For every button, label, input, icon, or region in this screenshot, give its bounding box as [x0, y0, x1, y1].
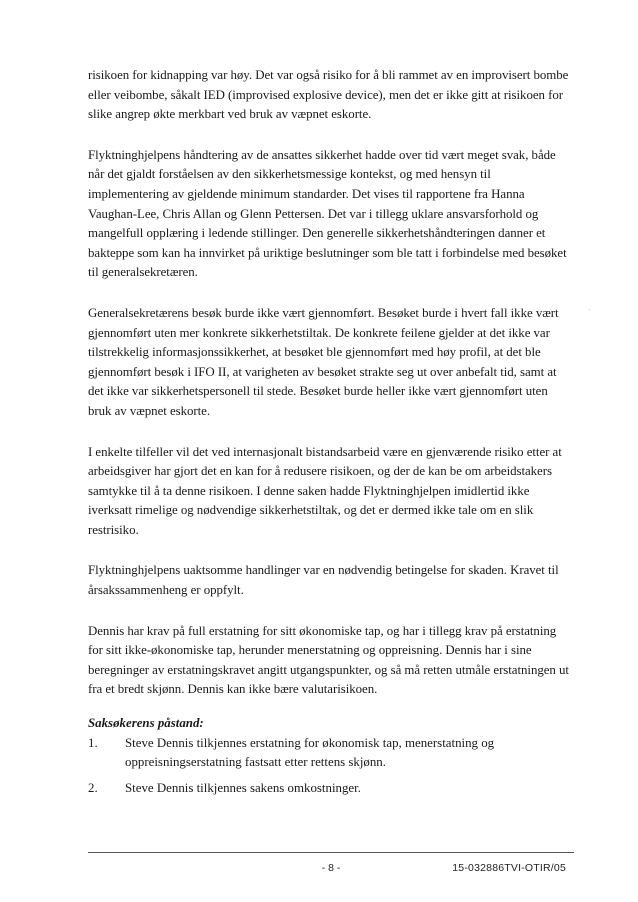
claim-item — [88, 734, 574, 773]
claim-number: 1. — [88, 735, 98, 750]
page-footer — [88, 862, 574, 878]
claim-item — [88, 779, 574, 799]
footer-divider — [88, 852, 574, 853]
claim-number: 2. — [88, 780, 98, 795]
scan-speck — [589, 309, 590, 310]
case-number: 15-032886TVI-OTIR/05 — [452, 862, 566, 874]
claim-text: Steve Dennis tilkjennes erstatning for økonomisk tap, menerstatning og oppreisningserstatning fastsatt etter rettens skjønn. — [125, 735, 495, 770]
claims-heading: Saksøkerens påstand: — [88, 716, 204, 731]
document-body — [88, 66, 574, 804]
paragraph-compensation: Dennis har krav på full erstatning for sitt økonomiske tap, og har i tillegg krav på erstatning for sitt ikke-økonomiske tap, herunder menerstatning og oppreisning. Dennis har i sine beregninger av erstatningskravet angitt utgangspunkter, og så må retten utmåle erstatningen ut fra et bredt skjønn. Dennis kan ikke bære valutarisikoen. — [88, 623, 569, 697]
page-number: - 8 - — [321, 862, 341, 874]
paragraph-residual-risk: I enkelte tilfeller vil det ved internasjonalt bistandsarbeid være en gjenværende risiko etter at arbeidsgiver har gjort det en kan for å redusere risikoen, og der de kan be om arbeidstakers samtykke til å ta denne risikoen. I denne saken hadde Flyktninghjelpen imidlertid ikke iverksatt rimelige og nødvendige sikkerhetstiltak, og det er dermed ikke tale om en slik restrisiko. — [88, 444, 562, 537]
claim-text: Steve Dennis tilkjennes sakens omkostninger. — [125, 780, 361, 795]
paragraph-risk-kidnapping: risikoen for kidnapping var høy. Det var også risiko for å bli rammet av en improvisert bombe eller veibombe, såkalt IED (improvised explosive device), men det er ikke gitt at risikoen for slike angrep økte merkbart ved bruk av væpnet eskorte. — [88, 68, 569, 122]
paragraph-security-handling: Flyktninghjelpens håndtering av de ansattes sikkerhet hadde over tid vært meget svak, både når det gjaldt forståelsen av den sikkerhetsmessige kontekst, og med hensyn til implementering av gjeldende minimum standarder. Det vises til rapportene fra Hanna Vaughan-Lee, Chris Allan og Glenn Pettersen. Det var i tillegg uklare ansvarsforhold og mangelfull opplæring i ledende stillinger. Den generelle sikkerhetshåndteringen danner et bakteppe som kan ha innvirket på uriktige beslutninger som ble tatt i forbindelse med besøket til generalsekretæren. — [88, 147, 567, 280]
claims-list — [88, 734, 574, 799]
paragraph-secretary-general-visit: Generalsekretærens besøk burde ikke vært gjennomført. Besøket burde i hvert fall ikke vært gjennomført uten mer konkrete sikkerhetstiltak. De konkrete feilene gjelder at det ikke var tilstrekkelig informasjonssikkerhet, at besøket ble gjennomført med høy profil, at det ble gjennomført besøk i IFO II, at varigheten av besøket strakte seg ut over anbefalt tid, samt at det ikke var sikkerhetspersonell til stede. Besøket burde heller ikke vært gjennomført uten bruk av væpnet eskorte. — [88, 305, 559, 418]
paragraph-causation: Flyktninghjelpens uaktsomme handlinger var en nødvendig betingelse for skaden. Kravet til årsakssammenheng er oppfylt. — [88, 563, 559, 598]
